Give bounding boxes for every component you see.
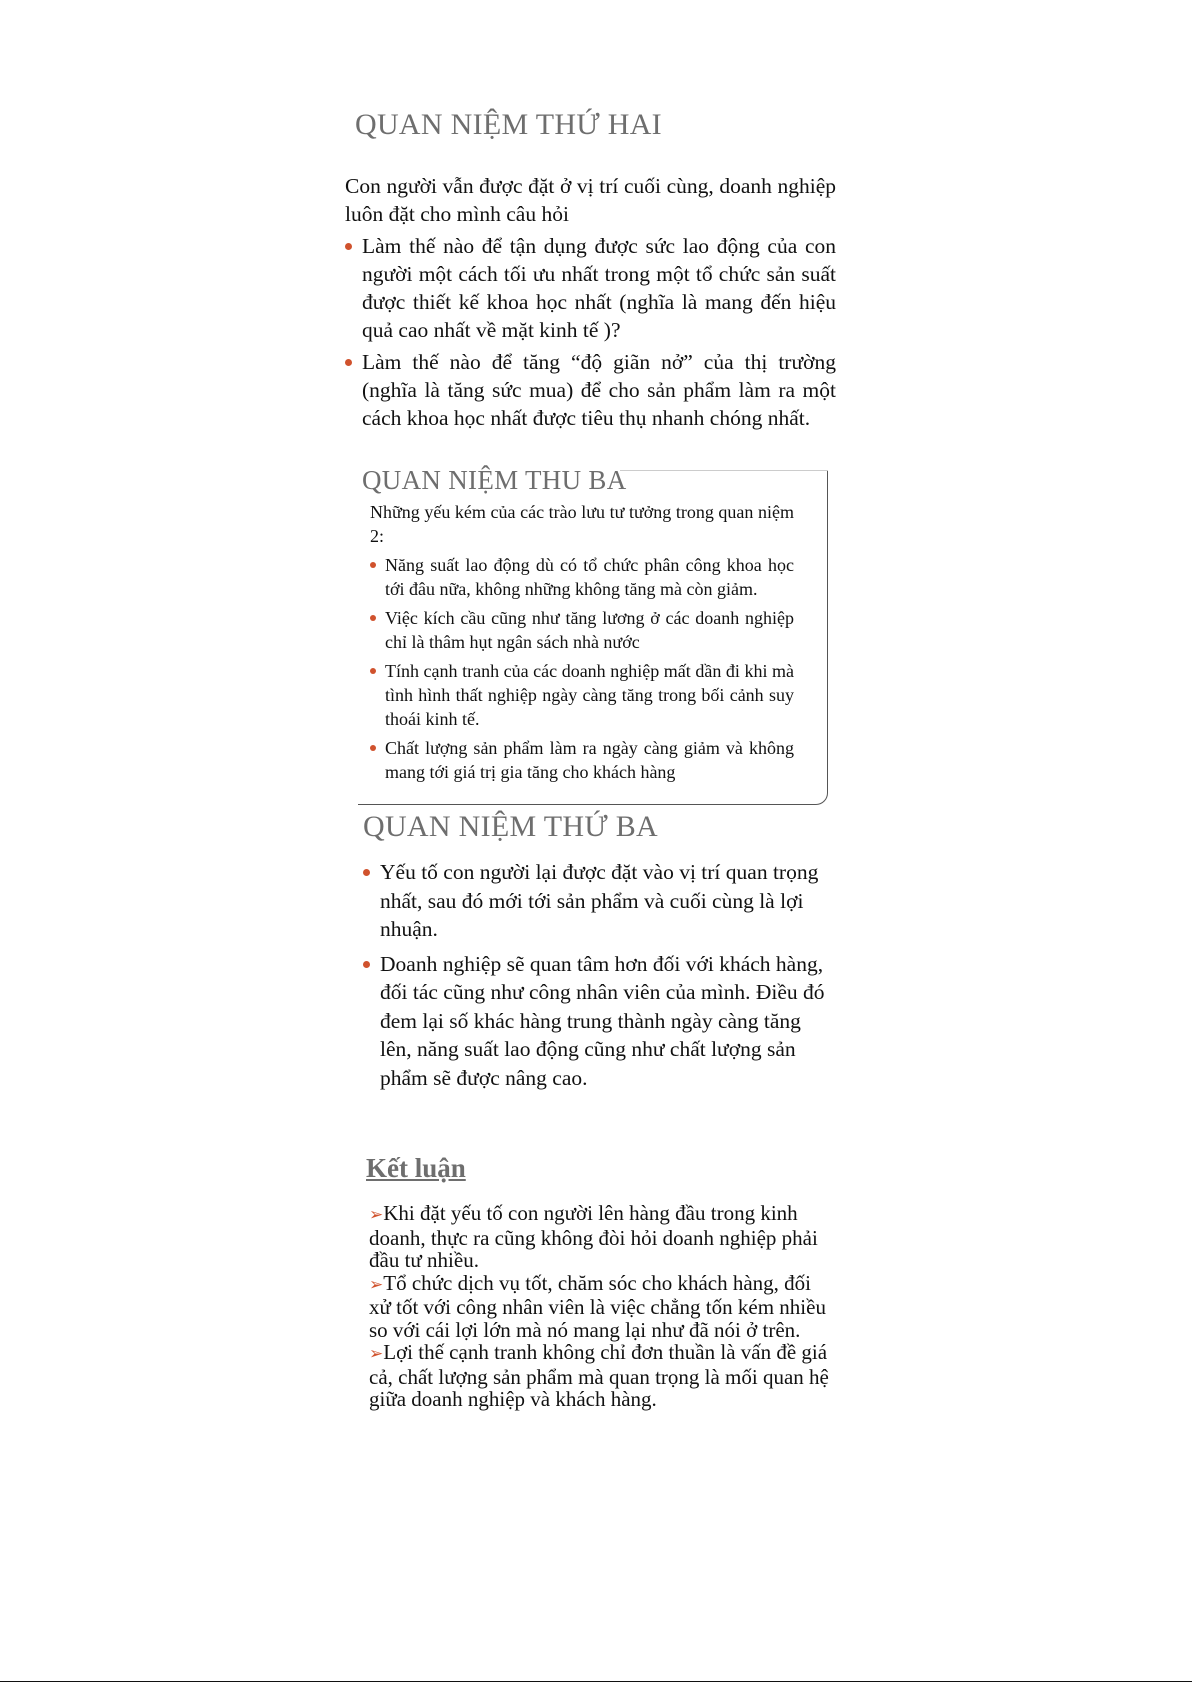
list-item — [369, 1202, 829, 1272]
slide1-bullet-list — [362, 232, 836, 436]
bullet-text: Làm thế nào để tận dụng được sức lao động của con người một cách tối ưu nhất trong một tổ chức sản suất được thiết kế khoa học nhất (nghĩa là mang đến hiệu quả cao nhất về mặt kinh tế )? — [362, 234, 836, 342]
list-item — [362, 232, 836, 344]
list-item — [385, 736, 794, 784]
bullet-dot-icon — [370, 615, 376, 621]
slide3-bullet-list — [380, 858, 825, 1098]
list-item — [380, 950, 825, 1093]
slide2-title: QUAN NIỆM THU BA — [362, 465, 627, 495]
conclusion-text: Tổ chức dịch vụ tốt, chăm sóc cho khách hàng, đối xử tốt với công nhân viên là việc chẳng tốn kém nhiều so với cái lợi lớn mà nó mang lại như đã nói ở trên. — [369, 1270, 826, 1342]
conclusion-list — [369, 1202, 829, 1411]
divider — [620, 470, 828, 471]
slide2-intro: Những yếu kém của các trào lưu tư tưởng trong quan niệm 2: — [370, 502, 794, 546]
slide1-intro: Con người vẫn được đặt ở vị trí cuối cùng, doanh nghiệp luôn đặt cho mình câu hỏi — [345, 174, 836, 226]
bullet-dot-icon — [345, 359, 352, 366]
bullet-dot-icon — [370, 745, 376, 751]
page-bottom-rule — [0, 1681, 1192, 1682]
list-item — [369, 1341, 829, 1411]
arrow-right-icon: ➢ — [369, 1274, 384, 1295]
slide3-title: QUAN NIỆM THỨ BA — [363, 810, 659, 843]
conclusion-title: Kết luận — [366, 1153, 466, 1183]
slide2-bullet-list — [385, 553, 794, 789]
conclusion-text: Khi đặt yếu tố con người lên hàng đầu trong kinh doanh, thực ra cũng không đòi hỏi doanh nghiệp phải đầu tư nhiều. — [369, 1201, 818, 1272]
bullet-text: Năng suất lao động dù có tổ chức phân công khoa học tới đâu nữa, không những không tăng mà còn giảm. — [385, 555, 794, 599]
bullet-dot-icon — [363, 961, 370, 968]
arrow-right-icon: ➢ — [369, 1205, 384, 1225]
bullet-text: Doanh nghiệp sẽ quan tâm hơn đối với khách hàng, đối tác cũng như công nhân viên của mình. Điều đó đem lại số khác hàng trung thành ngày càng tăng lên, năng suất lao động cũng như chất lượng sản phẩm sẽ được nâng cao. — [380, 951, 825, 1090]
list-item — [385, 553, 794, 601]
arrow-right-icon: ➢ — [369, 1344, 384, 1364]
bullet-dot-icon — [370, 562, 376, 568]
bullet-dot-icon — [363, 869, 370, 876]
bullet-dot-icon — [345, 243, 352, 250]
bullet-text: Chất lượng sản phẩm làm ra ngày càng giảm và không mang tới giá trị gia tăng cho khách hàng — [385, 738, 794, 782]
bullet-text: Tính cạnh tranh của các doanh nghiệp mất dần đi khi mà tình hình thất nghiệp ngày càng tăng trong bối cảnh suy thoái kinh tế. — [385, 661, 794, 729]
list-item — [385, 659, 794, 731]
slide1-title: QUAN NIỆM THỨ HAI — [355, 108, 662, 141]
conclusion-text: Lợi thế cạnh tranh không chỉ đơn thuần là vấn đề giá cả, chất lượng sản phẩm mà quan trọng là mối quan hệ giữa doanh nghiệp và khách hàng. — [369, 1340, 829, 1411]
list-item — [362, 348, 836, 432]
list-item — [369, 1272, 829, 1342]
bullet-text: Yếu tố con người lại được đặt vào vị trí quan trọng nhất, sau đó mới tới sản phẩm và cuối cùng là lợi nhuận. — [380, 860, 819, 941]
list-item — [380, 858, 825, 944]
list-item — [385, 606, 794, 654]
bullet-dot-icon — [370, 668, 376, 674]
bullet-text: Việc kích cầu cũng như tăng lương ở các doanh nghiệp chỉ là thâm hụt ngân sách nhà nước — [385, 608, 794, 652]
bullet-text: Làm thế nào để tăng “độ giãn nở” của thị trường (nghĩa là tăng sức mua) để cho sản phẩm làm ra một cách khoa học nhất được tiêu thụ nhanh chóng nhất. — [362, 350, 836, 430]
